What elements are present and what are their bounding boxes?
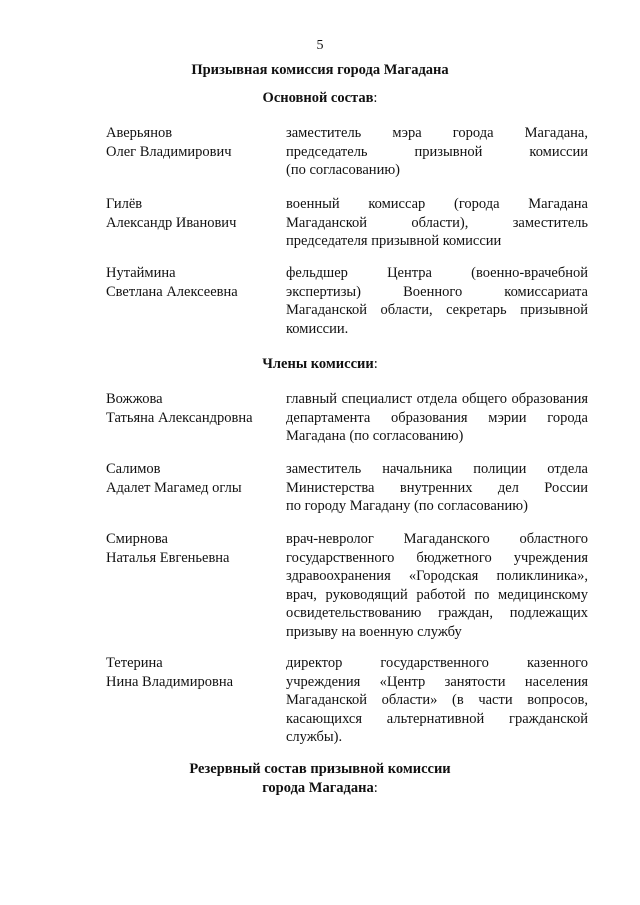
role-line: председателя призывной комиссии xyxy=(286,233,502,250)
member-role xyxy=(286,124,588,180)
member-entry xyxy=(106,124,588,179)
member-name xyxy=(106,390,286,427)
member-entry xyxy=(106,460,588,515)
role-line: службы). xyxy=(286,729,343,746)
member-surname: Аверьянов xyxy=(106,125,173,141)
role-line: военный комиссар (города Магадана xyxy=(286,196,588,212)
member-given-name: Светлана Алексеевна xyxy=(106,283,238,300)
role-line: призыву на военную службу xyxy=(286,623,462,640)
reserve-composition-heading-line1: Резервный состав призывной комиссии xyxy=(189,761,451,777)
member-name xyxy=(106,264,286,301)
role-line: фельдшер Центра (военно-врачебной xyxy=(286,265,588,281)
member-role xyxy=(286,195,588,251)
member-name xyxy=(106,530,286,567)
member-entry xyxy=(106,390,588,445)
role-line: Магадана (по согласованию) xyxy=(286,428,464,445)
main-composition-heading xyxy=(0,89,640,108)
role-line: экспертизы) Военного комиссариата xyxy=(286,283,588,300)
role-line: Магаданской области» (в части вопросов, xyxy=(286,692,588,709)
member-given-name: Адалет Магамед оглы xyxy=(106,479,242,496)
member-surname: Нутаймина xyxy=(106,265,176,281)
role-line: (по согласованию) xyxy=(286,162,400,179)
member-given-name: Олег Владимирович xyxy=(106,143,232,160)
role-line: освидетельствованию граждан, подлежащих xyxy=(286,605,588,622)
member-surname: Тетерина xyxy=(106,655,163,671)
member-role xyxy=(286,460,588,516)
commission-members-colon: : xyxy=(373,356,378,372)
member-name xyxy=(106,124,286,161)
member-role xyxy=(286,654,588,747)
member-given-name: Александр Иванович xyxy=(106,214,237,231)
member-name xyxy=(106,654,286,691)
member-role xyxy=(286,264,588,338)
commission-members-label: Члены комиссии xyxy=(262,356,374,372)
document-title: Призывная комиссия города Магадана xyxy=(191,62,449,78)
page-number: 5 xyxy=(316,38,324,53)
role-line: председатель призывной комиссии xyxy=(286,143,588,160)
reserve-composition-city: города Магадана xyxy=(262,780,374,796)
member-role xyxy=(286,530,588,642)
member-surname: Гилёв xyxy=(106,196,143,212)
role-line: Магаданской области), заместитель xyxy=(286,214,588,231)
role-line: Министерства внутренних дел России xyxy=(286,479,588,496)
member-surname: Смирнова xyxy=(106,531,168,547)
role-line: врач, руководящий работой по медицинскому xyxy=(286,586,588,603)
role-line: врач-невролог Магаданского областного xyxy=(286,531,588,547)
member-given-name: Наталья Евгеньевна xyxy=(106,549,230,566)
role-line: касающихся альтернативной гражданской xyxy=(286,710,588,727)
role-line: комиссии. xyxy=(286,320,349,337)
role-line: главный специалист отдела общего образования xyxy=(286,391,588,407)
role-line: учреждения «Центр занятости населения xyxy=(286,673,588,690)
main-composition-label: Основной состав xyxy=(262,90,374,106)
member-surname: Вожжова xyxy=(106,391,163,407)
member-name xyxy=(106,460,286,497)
role-line: заместитель начальника полиции отдела xyxy=(286,461,588,477)
member-name xyxy=(106,195,286,232)
role-line: государственного бюджетного учреждения xyxy=(286,549,588,566)
role-line: департамента образования мэрии города xyxy=(286,409,588,426)
commission-members-heading xyxy=(0,355,640,374)
member-surname: Салимов xyxy=(106,461,161,477)
member-entry xyxy=(106,264,588,337)
role-line: здравоохранения «Городская поликлиника», xyxy=(286,568,588,585)
member-entry xyxy=(106,195,588,250)
member-entry xyxy=(106,530,588,640)
role-line: заместитель мэра города Магадана, xyxy=(286,125,588,141)
member-entry xyxy=(106,654,588,746)
member-role xyxy=(286,390,588,446)
role-line: директор государственного казенного xyxy=(286,655,588,671)
reserve-composition-heading-line2 xyxy=(0,779,640,798)
role-line: по городу Магадану (по согласованию) xyxy=(286,498,528,515)
reserve-composition-colon: : xyxy=(373,780,378,796)
member-given-name: Татьяна Александровна xyxy=(106,409,253,426)
member-given-name: Нина Владимировна xyxy=(106,673,234,690)
role-line: Магаданской области, секретарь призывной xyxy=(286,302,588,319)
main-composition-colon: : xyxy=(373,90,378,106)
